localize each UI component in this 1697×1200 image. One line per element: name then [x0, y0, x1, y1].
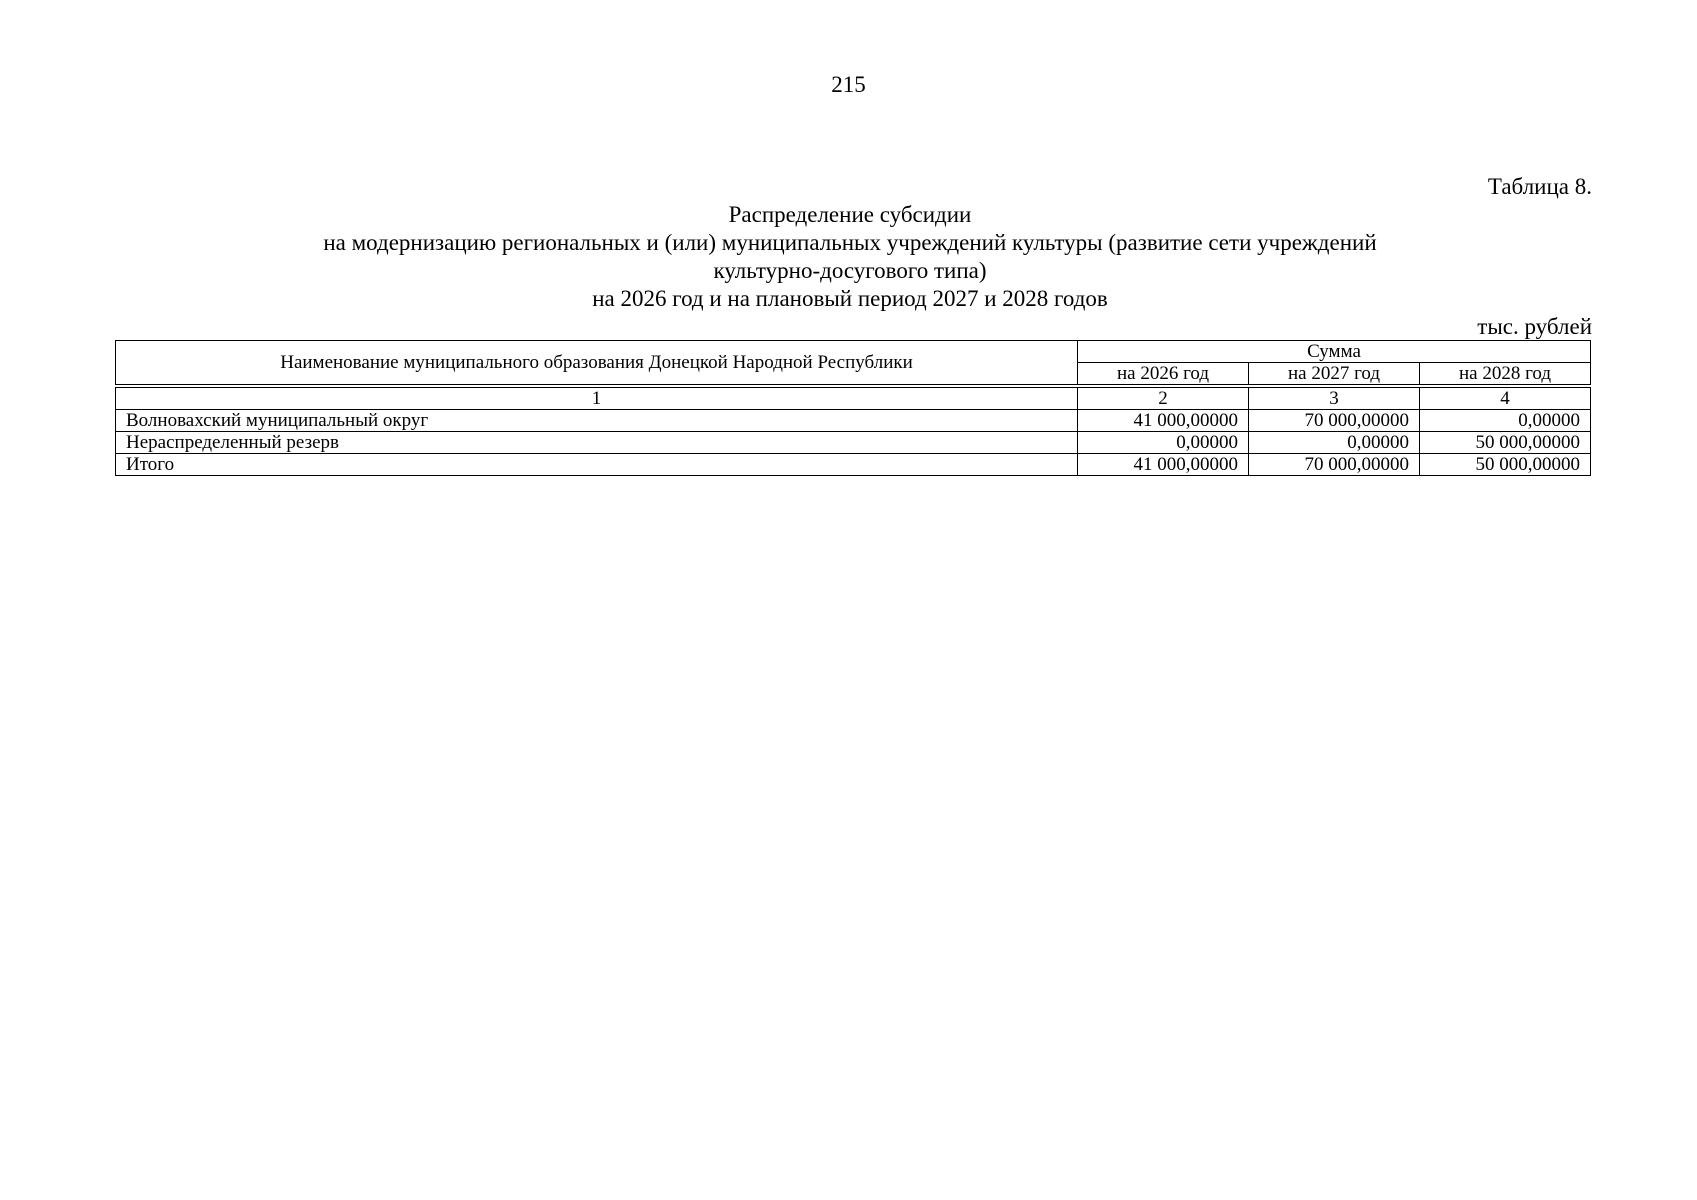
column-number: 1: [116, 388, 1078, 410]
row-name: Итого: [116, 454, 1078, 476]
table-row: [116, 432, 1591, 454]
table-row: [116, 410, 1591, 432]
row-value-2028: 0,00000: [1420, 410, 1591, 432]
row-name: Волновахский муниципальный округ: [116, 410, 1078, 432]
row-value-2028: 50 000,00000: [1420, 432, 1591, 454]
column-number: 2: [1078, 388, 1249, 410]
title-line-2: на модернизацию региональных и (или) муниципальных учреждений культуры (развитие сети учреждений: [323, 230, 1377, 255]
table-number: Таблица 8.: [1487, 174, 1592, 199]
title-line-1: Распределение субсидии: [728, 202, 972, 227]
row-value-2026: 0,00000: [1078, 432, 1249, 454]
header-sum-group: Сумма: [1078, 341, 1591, 363]
row-name: Нераспределенный резерв: [116, 432, 1078, 454]
row-value-2028: 50 000,00000: [1420, 454, 1591, 476]
header-year-2026: на 2026 год: [1078, 363, 1249, 385]
row-value-2027: 0,00000: [1249, 432, 1420, 454]
units-label: тыс. рублей: [1477, 314, 1592, 339]
title-line-3: культурно-досугового типа): [713, 258, 987, 283]
row-value-2026: 41 000,00000: [1078, 410, 1249, 432]
header-row-1: [116, 341, 1591, 363]
header-year-2027: на 2027 год: [1249, 363, 1420, 385]
column-number-row: [116, 388, 1591, 410]
column-number: 4: [1420, 388, 1591, 410]
column-number: 3: [1249, 388, 1420, 410]
total-row: [116, 454, 1591, 476]
header-year-2028: на 2028 год: [1420, 363, 1591, 385]
title-line-4: на 2026 год и на плановый период 2027 и 2028 годов: [592, 286, 1108, 311]
row-value-2026: 41 000,00000: [1078, 454, 1249, 476]
page-number: 215: [831, 72, 866, 97]
row-value-2027: 70 000,00000: [1249, 410, 1420, 432]
header-name-column: Наименование муниципального образования Донецкой Народной Республики: [116, 341, 1078, 385]
row-value-2027: 70 000,00000: [1249, 454, 1420, 476]
document-title: [260, 201, 1440, 313]
subsidy-table: [115, 340, 1591, 476]
